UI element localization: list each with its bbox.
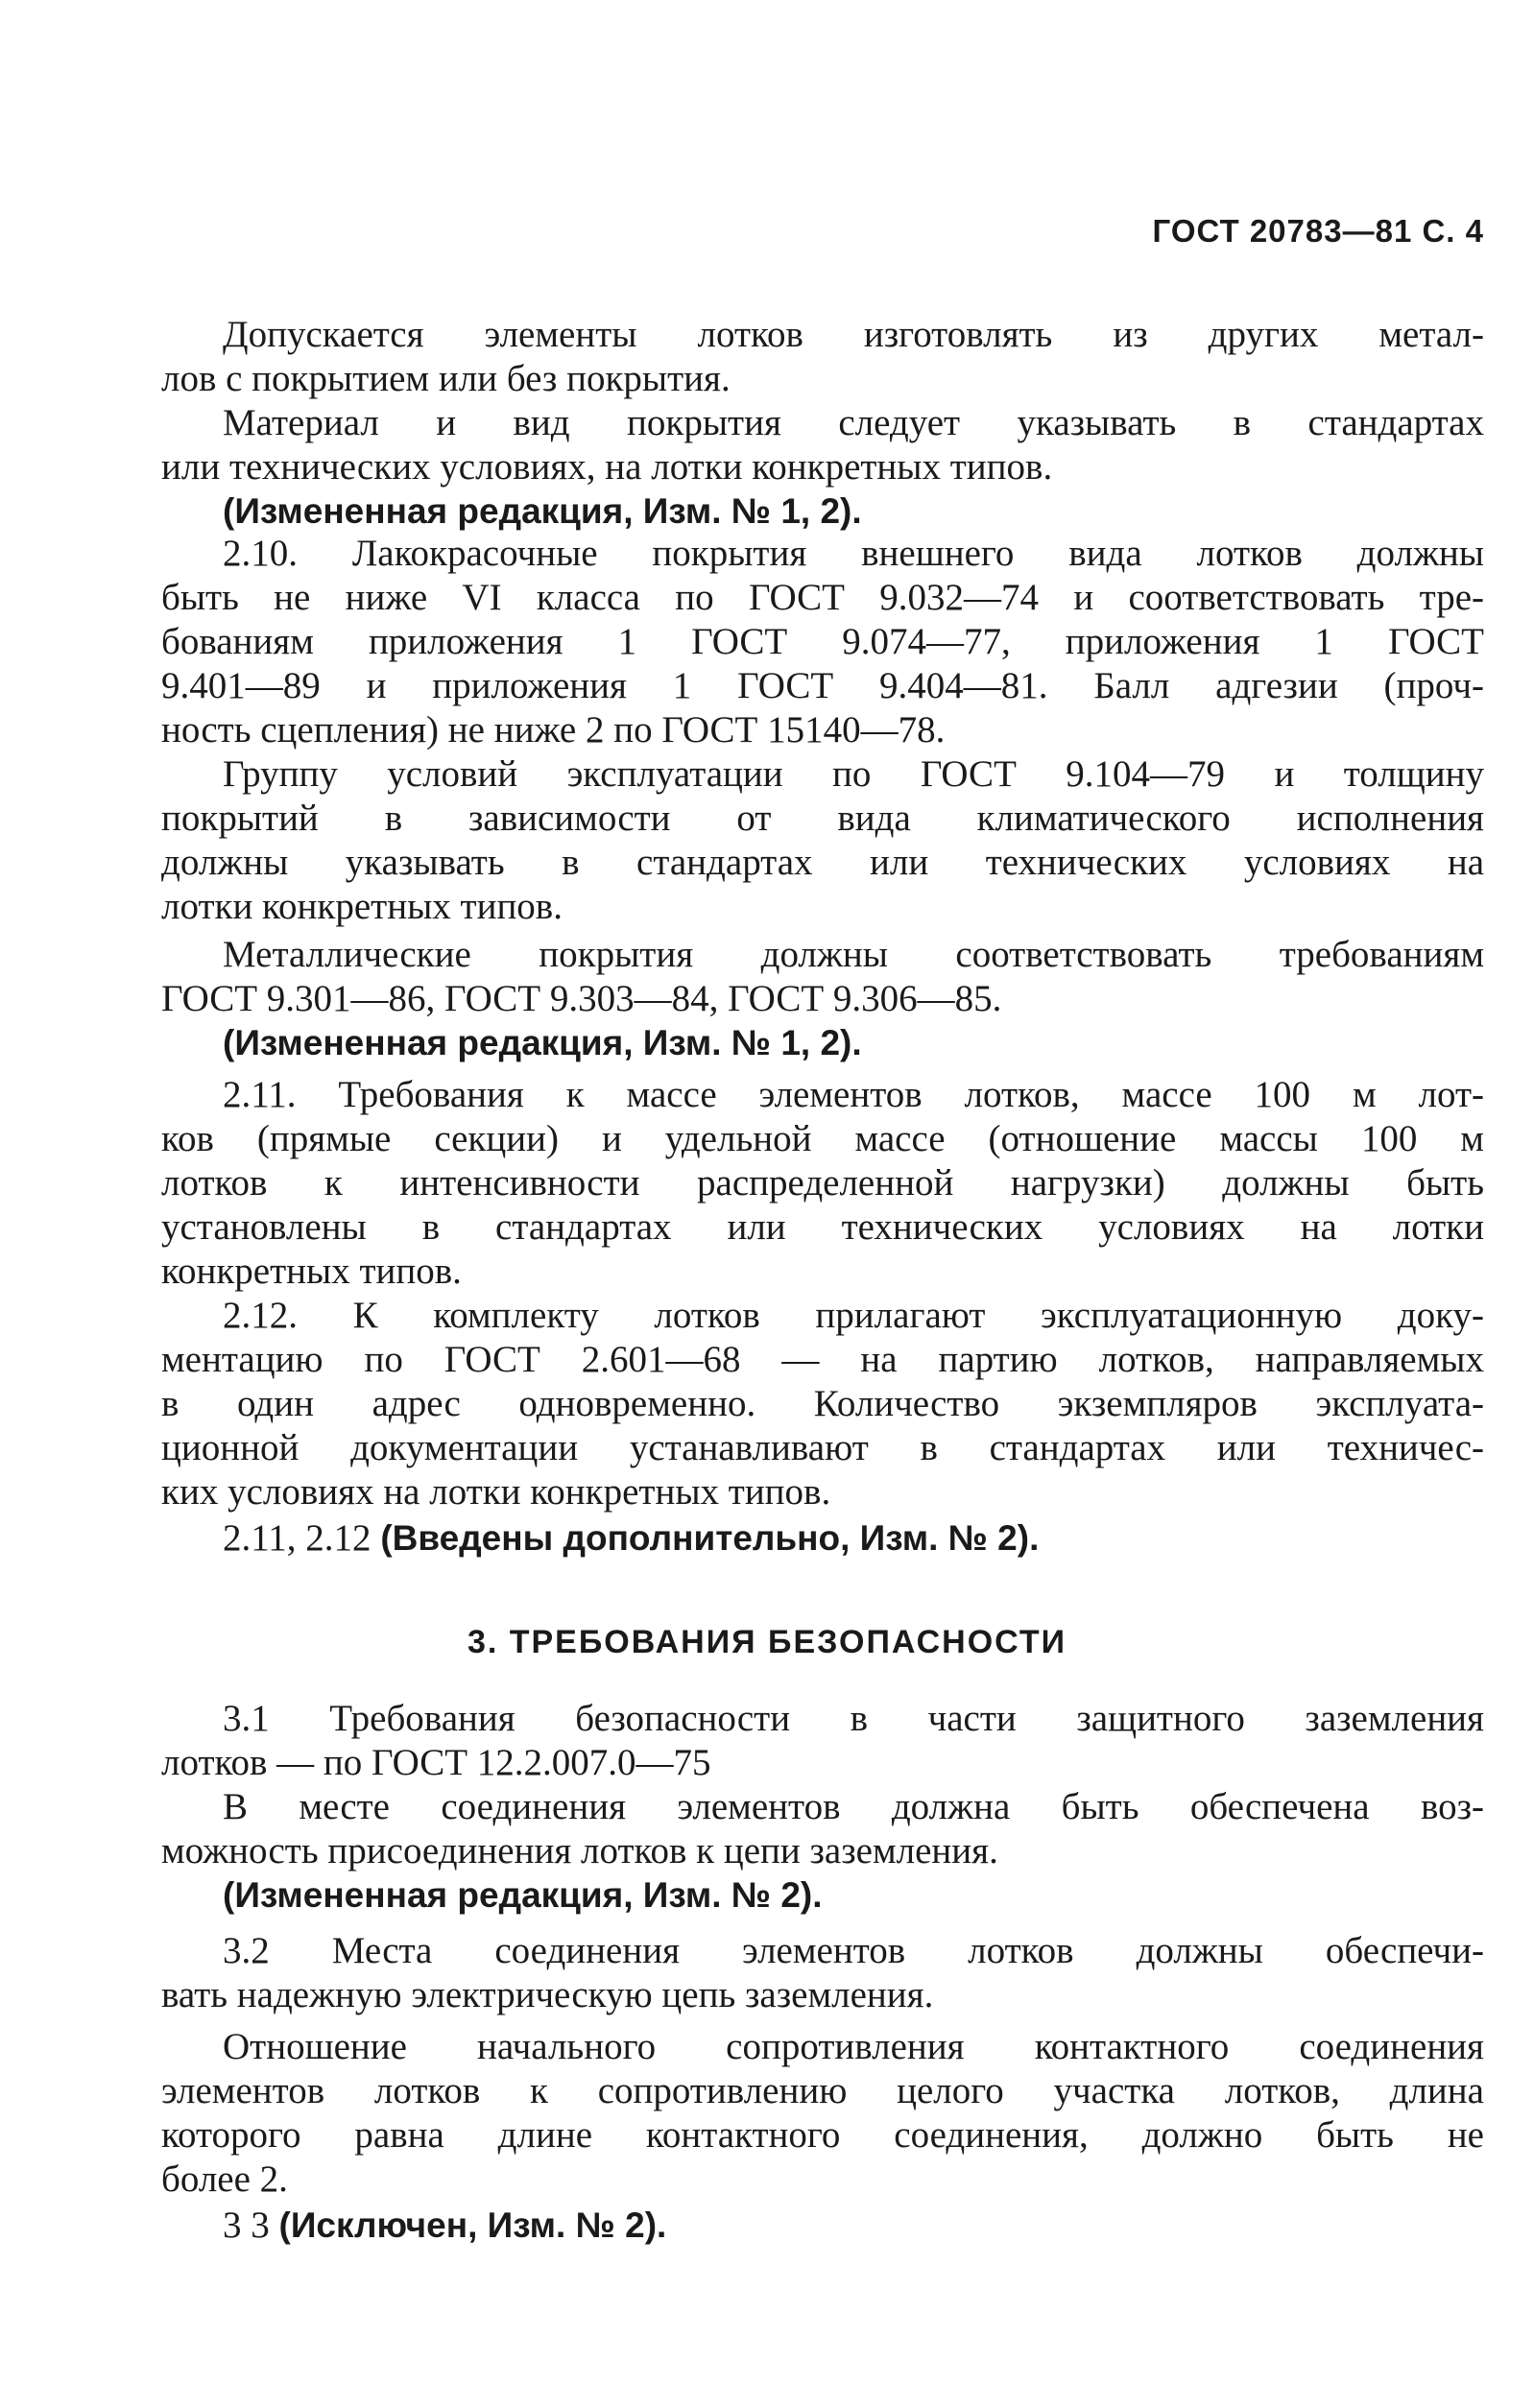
text-line: 3.1 Требования безопасности в части защитного заземления [223,1698,1484,1739]
clause-numbers: 2.11, 2.12 [223,1517,372,1559]
text-line: в один адрес одновременно. Количество экземпляров эксплуата- [161,1383,1484,1424]
text-line [161,2204,1484,2248]
text-line [161,1516,1484,1561]
text-line: 9.401—89 и приложения 1 ГОСТ 9.404—81. Балл адгезии (проч- [161,665,1484,706]
text-line: 3.2 Места соединения элементов лотков должны обеспечи- [223,1930,1484,1971]
amendment-note [161,1516,1484,1561]
amendment-text: (Введены дополнительно, Изм. № 2). [380,1518,1040,1558]
text-line: ционной документации устанавливают в стандартах или техничес- [161,1427,1484,1468]
clause-2-11 [161,1073,1484,1294]
clause-3-2 [161,1929,1484,2017]
text-line: ков (прямые секции) и удельной массе (отношение массы 100 м [161,1118,1484,1159]
section-title: 3. ТРЕБОВАНИЯ БЕЗОПАСНОСТИ [467,1624,1067,1660]
text-line: ких условиях на лотки конкретных типов. [161,1471,831,1513]
text-line: Материал и вид покрытия следует указывать в стандартах [223,402,1484,443]
text-line: ментацию по ГОСТ 2.601—68 — на партию лотков, направляемых [161,1339,1484,1380]
text-line: покрытий в зависимости от вида климатического исполнения [161,798,1484,839]
clause-2-10 [161,532,1484,752]
text-line: лов с покрытием или без покрытия. [161,358,731,399]
paragraph [161,1785,1484,1873]
amendment-note [161,2204,1484,2248]
page-header: ГОСТ 20783—81 С. 4 [1152,213,1484,249]
text-line: быть не ниже VI класса по ГОСТ 9.032—74 и соответствовать тре- [161,577,1484,618]
paragraph [161,401,1484,489]
text-line: В месте соединения элементов должна быть обеспечена воз- [223,1786,1484,1827]
text-line: ность сцепления) не ниже 2 по ГОСТ 15140—78. [161,709,946,751]
paragraph [161,752,1484,929]
amendment-note [161,1021,1484,1065]
text-line: 2.10. Лакокрасочные покрытия внешнего вида лотков должны [223,533,1484,574]
text-line: элементов лотков к сопротивлению целого участка лотков, длина [161,2070,1484,2111]
clause-number: 3 3 [223,2205,270,2246]
text-line: конкретных типов. [161,1251,462,1292]
clause-2-12 [161,1294,1484,1514]
clause-3-1 [161,1697,1484,1785]
amendment-note [161,1873,1484,1918]
text-line: которого равна длине контактного соединения, должно быть не [161,2114,1484,2156]
text-line: установлены в стандартах или технических условиях на лотки [161,1206,1484,1248]
paragraph [161,2025,1484,2202]
text-line: лотков — по ГОСТ 12.2.007.0—75 [161,1742,711,1783]
amendment-text: (Исключен, Изм. № 2). [278,2205,667,2245]
text-line: лотков к интенсивности распределенной нагрузки) должны быть [161,1162,1484,1204]
text-line: Металлические покрытия должны соответствовать требованиям [223,934,1484,975]
paragraph [161,313,1484,401]
paragraph [161,933,1484,1021]
text-line: 2.12. К комплекту лотков прилагают эксплуатационную доку- [223,1295,1484,1336]
text-line: более 2. [161,2158,288,2200]
text-line: 2.11. Требования к массе элементов лотков, массе 100 м лот- [223,1074,1484,1115]
text-line: (Измененная редакция, Изм. № 1, 2). [223,1023,862,1062]
text-line: можность присоединения лотков к цепи заземления. [161,1830,998,1872]
text-line: должны указывать в стандартах или технических условиях на [161,842,1484,883]
text-line: бованиям приложения 1 ГОСТ 9.074—77, приложения 1 ГОСТ [161,621,1484,662]
text-line: Группу условий эксплуатации по ГОСТ 9.104—79 и толщину [223,753,1484,795]
text-line: Отношение начального сопротивления контактного соединения [223,2026,1484,2067]
amendment-note [161,489,1484,534]
text-line: (Измененная редакция, Изм. № 1, 2). [223,491,862,531]
text-line: (Измененная редакция, Изм. № 2). [223,1875,823,1915]
text-line: ГОСТ 9.301—86, ГОСТ 9.303—84, ГОСТ 9.306—85. [161,978,1002,1019]
text-line: вать надежную электрическую цепь заземления. [161,1974,934,2015]
text-line: лотки конкретных типов. [161,886,563,927]
text-line: или технических условиях, на лотки конкретных типов. [161,446,1053,488]
text-line: Допускается элементы лотков изготовлять из других метал- [223,314,1484,355]
